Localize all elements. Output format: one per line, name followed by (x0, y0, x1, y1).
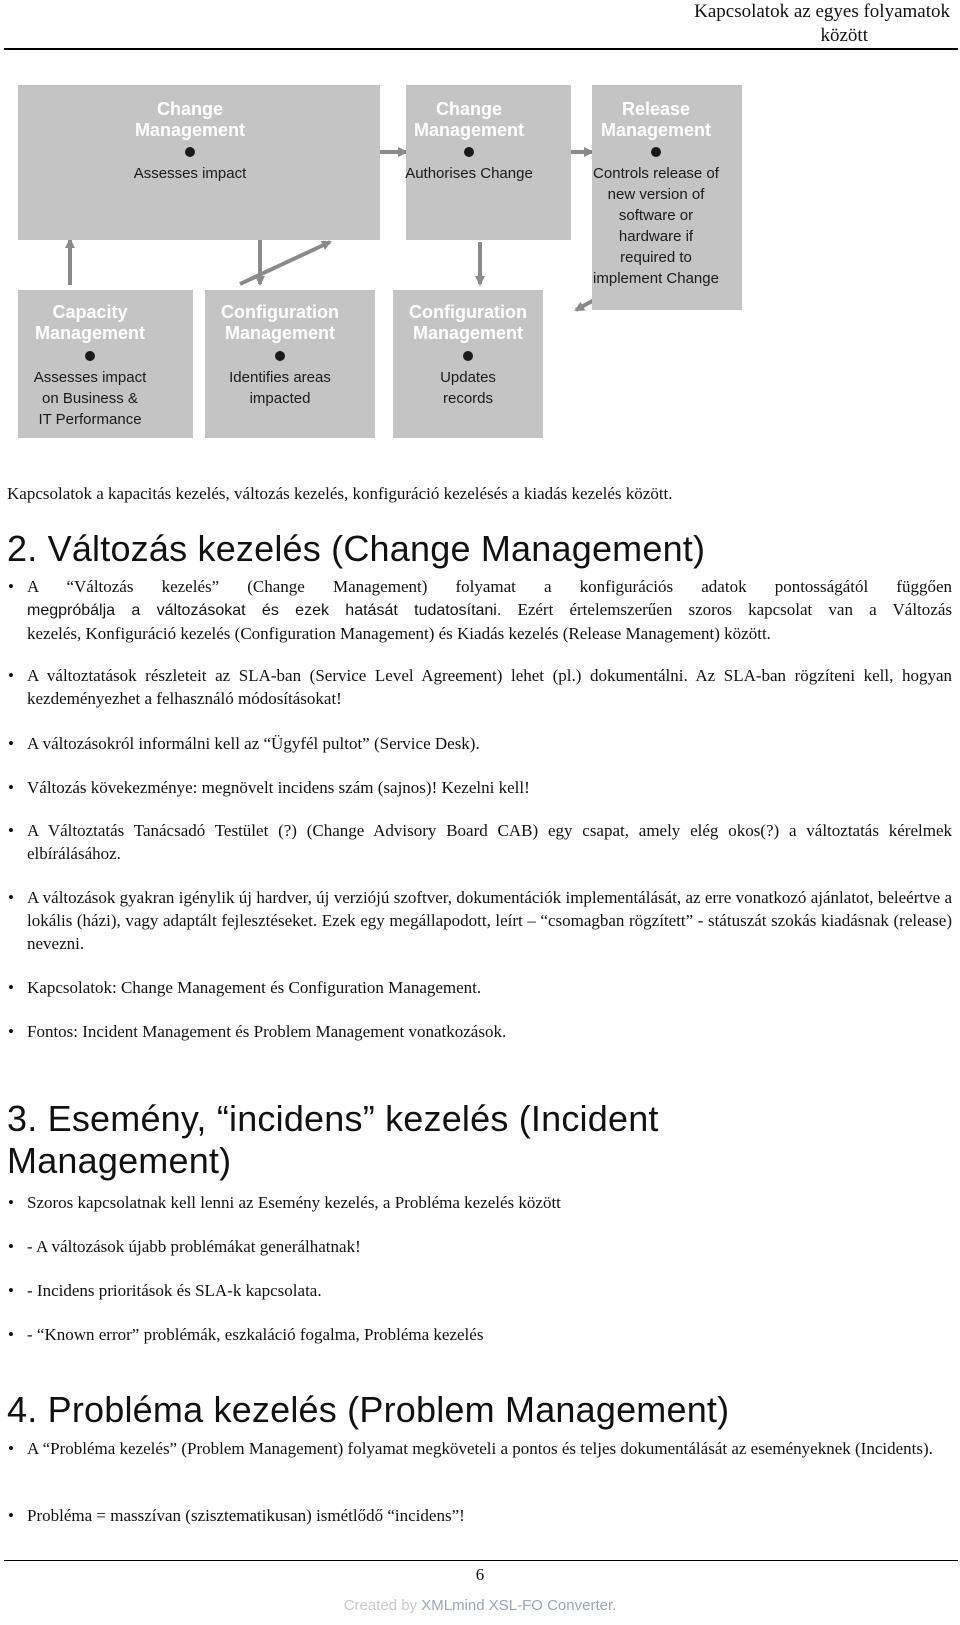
node-dot-change-assess (185, 147, 195, 157)
node-text-capacity-1: Assesses impact (33, 369, 147, 386)
node-dot-config-update (463, 351, 473, 361)
list-item-text: Probléma = masszívan (szisztematikusan) ismétlődő “incidens”! (27, 1506, 465, 1525)
list-item-text-line-3: kezelés, Konfiguráció kezelés (Configuration Management) és Kiadás kezelés (Release Management) között. (27, 624, 771, 643)
list-item-text-line-2 (27, 598, 952, 622)
node-title-release-1: Release (621, 99, 691, 119)
bullet-glyph: • (8, 1506, 14, 1525)
list-item-text-line-2a: megpróbálja a változásokat és ezek hatását tudatosítani. (27, 602, 502, 619)
running-header-line-1: Kapcsolatok az egyes folyamatok (694, 1, 950, 22)
bullet-glyph: • (8, 1193, 14, 1212)
bullet-glyph: • (8, 1281, 14, 1300)
footer-credit-suffix: . (612, 1597, 617, 1614)
footer-credit-brand: XMLmind XSL-FO Converter (421, 1597, 613, 1614)
footer-credit-prefix: Created by (343, 1597, 422, 1614)
bullet-glyph: • (8, 1237, 14, 1256)
bullet-glyph: • (8, 778, 14, 797)
node-text-change-assess: Assesses impact (133, 165, 247, 182)
list-item-text: Kapcsolatok: Change Management és Configuration Management. (27, 978, 482, 997)
header-rule (4, 48, 958, 50)
section-3-heading-line-2: Management) (7, 1140, 232, 1181)
page-number: 6 (475, 1565, 485, 1584)
list-item-text: Fontos: Incident Management és Problem Management vonatkozások. (27, 1022, 507, 1041)
figure-caption: Kapcsolatok a kapacitás kezelés, változás kezelés, konfiguráció kezelésés a kiadás kezelés között. (7, 484, 673, 503)
bullet-glyph: • (8, 888, 14, 907)
bullet-glyph: • (8, 1325, 14, 1344)
section-4-heading: 4. Probléma kezelés (Problem Management) (7, 1389, 730, 1430)
bullet-glyph: • (8, 666, 14, 685)
node-text-release-2: new version of (607, 186, 705, 203)
section-3-heading (7, 1098, 767, 1182)
list-item-text: - “Known error” problémák, eszkaláció fogalma, Probléma kezelés (27, 1325, 484, 1344)
bullet-glyph: • (8, 821, 14, 840)
node-title-change-authorise-2: Management (413, 120, 525, 140)
footer-rule (4, 1560, 958, 1561)
node-title-capacity-1: Capacity (52, 302, 128, 322)
section-2-heading: 2. Változás kezelés (Change Management) (7, 528, 706, 569)
bullet-glyph: • (8, 978, 14, 997)
node-text-release-4: hardware if (618, 228, 694, 245)
node-text-release-5: required to (620, 249, 692, 266)
node-dot-release (651, 147, 661, 157)
bullet-glyph: • (8, 734, 14, 753)
node-text-release-6: implement Change (593, 270, 719, 287)
node-text-capacity-2: on Business & (42, 390, 138, 407)
node-text-change-authorise: Authorises Change (405, 165, 533, 182)
process-relationship-diagram (0, 60, 960, 460)
node-dot-change-authorise (464, 147, 474, 157)
bullet-glyph: • (8, 577, 14, 596)
list-item-text: A változtatások részleteit az SLA-ban (Service Level Agreement) lehet (pl.) dokumentálni. Az SLA-ban rögzíteni kell, hogyan kezdeményezhet a felhasználó módosításokat! (27, 666, 952, 708)
list-item-text: A “Probléma kezelés” (Problem Management) folyamat megköveteli a pontos és teljes dokumentálását az eseményeknek (Incidents). (27, 1439, 933, 1458)
list-item-text: - A változások újabb problémákat generálhatnak! (27, 1237, 361, 1256)
node-title-change-assess-2: Management (134, 120, 246, 140)
node-dot-config-identify (275, 351, 285, 361)
node-text-release-3: software or (618, 207, 694, 224)
node-text-config-identify-2: impacted (249, 390, 311, 407)
node-title-change-authorise-1: Change (435, 99, 503, 119)
node-title-config-update-1: Configuration (409, 302, 527, 322)
list-item-text: A változások gyakran igénylik új hardver, új verziójú szoftver, dokumentációk implementálását, az erre vonatkozó ajánlatot, beleértve a lokális (házi), vagy adaptált fejlesztéseket. Ezek egy megállapodott, leírt – “csomagban rögzített” - státuszát szokás kiadásnak (release) nevezni. (27, 888, 952, 953)
running-header-line-2: között (820, 25, 868, 46)
node-title-capacity-2: Management (34, 323, 146, 343)
section-3-heading-line-1: 3. Esemény, “incidens” kezelés (Incident (7, 1098, 659, 1139)
node-dot-capacity (85, 351, 95, 361)
node-title-config-update-2: Management (412, 323, 524, 343)
node-title-config-identify-1: Configuration (221, 302, 339, 322)
node-text-config-identify-1: Identifies areas (229, 369, 331, 386)
node-title-change-assess-1: Change (156, 99, 224, 119)
node-text-config-update-1: Updates (440, 369, 496, 386)
footer-credit (0, 1597, 960, 1614)
list-item-text: Változás kövekezménye: megnövelt incidens szám (sajnos)! Kezelni kell! (27, 778, 530, 797)
list-item-text-line-2b: Ezért értelemszerűen szoros kapcsolat van a Változás (501, 600, 952, 619)
list-item-text: Szoros kapcsolatnak kell lenni az Esemény kezelés, a Probléma kezelés között (27, 1193, 561, 1212)
bullet-glyph: • (8, 1439, 14, 1458)
running-header (0, 0, 950, 48)
list-item-text-line-1: A “Változás kezelés” (Change Management) folyamat a konfigurációs adatok pontosságától függően (27, 577, 952, 596)
list-item-text: A Változtatás Tanácsadó Testület (?) (Change Advisory Board CAB) egy csapat, amely elég okos(?) a változtatás kérelmek elbírálásához. (27, 821, 952, 863)
list-item-text: - Incidens prioritások és SLA-k kapcsolata. (27, 1281, 322, 1300)
node-title-config-identify-2: Management (224, 323, 336, 343)
node-title-release-2: Management (600, 120, 712, 140)
arrow-config-identify-to-change (240, 242, 330, 284)
node-text-release-1: Controls release of (593, 165, 719, 182)
bullet-glyph: • (8, 1022, 14, 1041)
list-item-text: A változásokról informálni kell az “Ügyfél pultot” (Service Desk). (27, 734, 480, 753)
node-text-capacity-3: IT Performance (38, 411, 142, 428)
node-text-config-update-2: records (442, 390, 494, 407)
